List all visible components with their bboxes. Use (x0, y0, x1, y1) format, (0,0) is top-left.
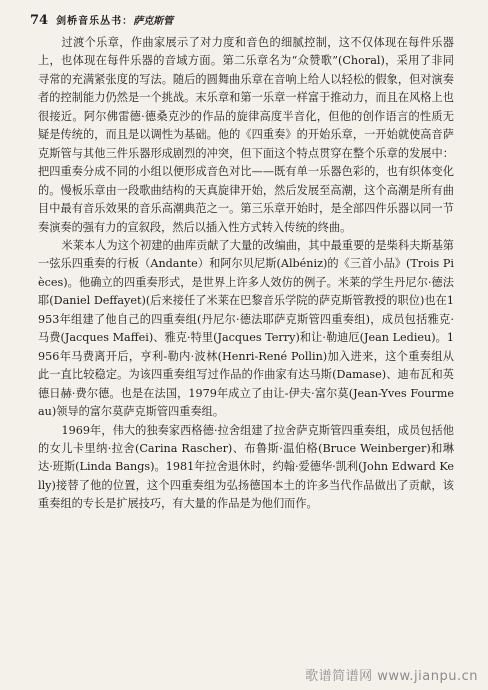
series-title: 剑桥音乐丛书： (56, 16, 134, 27)
site-watermark: 歌谱简谱网 www.jianpu.cn (305, 669, 478, 684)
paragraph-1: 过渡个乐章，作曲家展示了对力度和音色的细腻控制，这不仅体现在每件乐器上，也体现在每件乐器的音域方面。第二乐章名为“众赞歌”(Choral)，采用了非同寻常的充满紧张度的写法。随后的圆舞曲乐章在音响上给人以轻松的假象，但对演奏者的控制能力仍然是一个挑战。末乐章和第一乐章一样富于推动力，而且在风格上也很接近。阿尔佛雷德·德桑克沙的作品的旋律高度半音化，但他的创作语言的性质无疑是传统的，而且是以调性为基础。他的《四重奏》的开始乐章，一开始就使高音萨克斯管与其他三件乐器形成剧烈的冲突，但下面这个特点贯穿在整个乐章的发展中：把四重奏分成不同的小组以便形成音色对比——既有单一乐器色彩的，也有织体变化的。慢板乐章由一段歌曲结构的天真旋律开始，然后发展至高潮，这个高潮是所有曲目中最有音乐效果的音乐高潮典范之一。第三乐章开始时，是全部四件乐器以同一节奏演奏的强有力的宣叙段，然后以插入性方式转入传统的终曲。 (38, 36, 454, 234)
body-text (38, 34, 454, 514)
page-number: 74 (30, 13, 49, 28)
paragraph-2: 米莱本人为这个初建的曲库贡献了大量的改编曲，其中最重要的是柴科夫斯基第一弦乐四重奏的行板（Andante）和阿尔贝尼斯(Albéniz)的《三首小品》(Trois Pièces)。他确立的四重奏形式，是世界上许多人效仿的例子。米莱的学生丹尼尔·德法耶(Daniel Deffayet)(后来接任了米莱在巴黎音乐学院的萨克斯管教授的职位)也在1953年组建了他自己的四重奏组(丹尼尔·德法耶萨克斯管四重奏组)，成员包括雅克·马费(Jacques Maffei)、雅克·特里(Jacques Terry)和让·勒迪厄(Jean Ledieu)。1956年马费离开后，亨利-勒内·波林(Henri-René Pollin)加入进来，这个重奏组从此一直比较稳定。为该四重奏组写过作品的作曲家有达马斯(Damase)、迪布瓦和英德日赫·费尔德。也是在法国，1979年成立了由让-伊夫·富尔莫(Jean-Yves Fourmeau)领导的富尔莫萨克斯管四重奏组。 (38, 238, 454, 419)
page-header (30, 12, 460, 28)
book-title: 萨克斯管 (133, 16, 174, 27)
paragraph-3: 1969年，伟大的独奏家西格德·拉舍组建了拉舍萨克斯管四重奏组，成员包括他的女儿卡里纳·拉舍(Carina Rascher)、布鲁斯·温伯格(Bruce Weinberger)和琳达·班斯(Linda Bangs)。1981年拉舍退休时，约翰·爱德华·凯利(John Edward Kelly)接替了他的位置，这个四重奏组为弘扬德国本土的许多当代作品做出了贡献，该重奏组的专长是扩展技巧，有大量的作品是为他们而作。 (38, 423, 454, 511)
